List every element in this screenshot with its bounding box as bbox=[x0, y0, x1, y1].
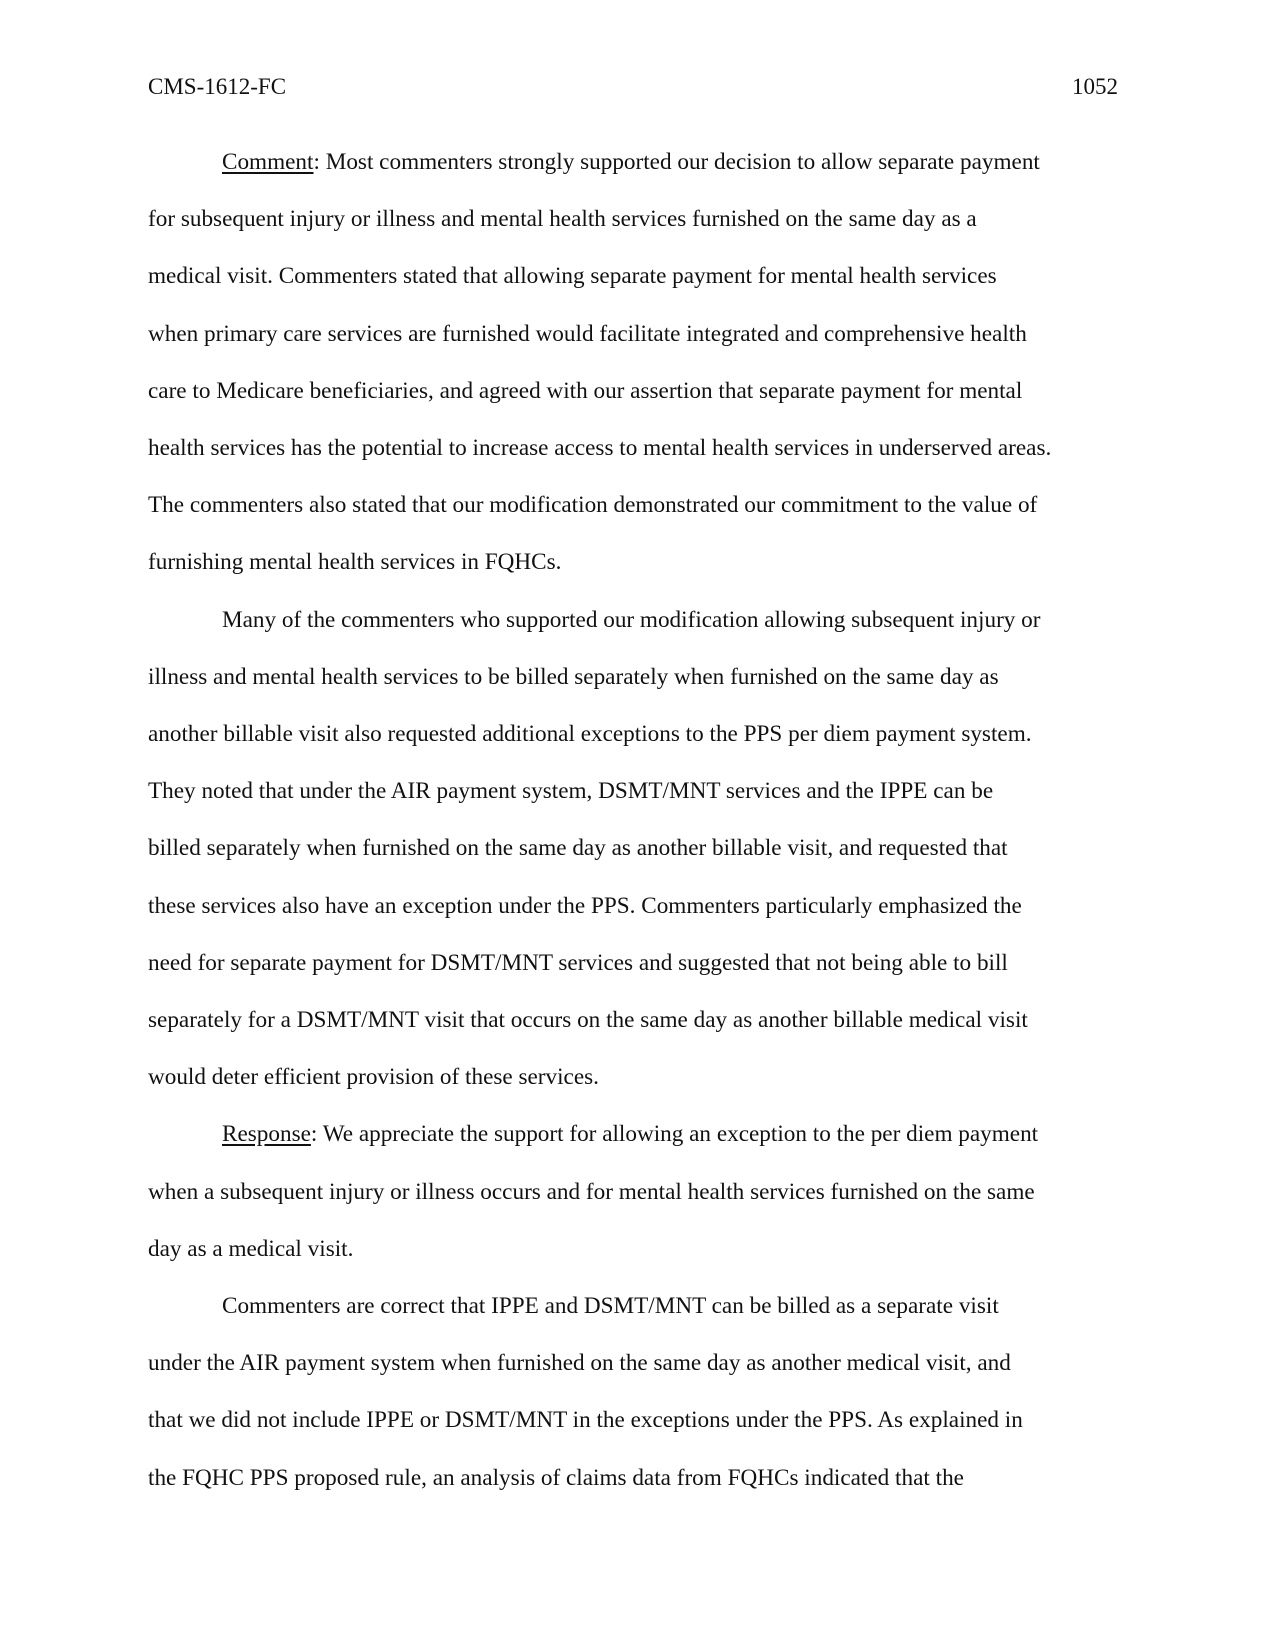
text-line: furnishing mental health services in FQHCs. bbox=[148, 549, 562, 576]
document-body bbox=[148, 134, 1120, 1507]
text-line: under the AIR payment system when furnished on the same day as another medical visit, and bbox=[148, 1350, 1011, 1377]
text-line: the FQHC PPS proposed rule, an analysis of claims data from FQHCs indicated that the bbox=[148, 1464, 964, 1491]
text-line: when primary care services are furnished would facilitate integrated and comprehensive health bbox=[148, 320, 1027, 347]
text-line-content: : Most commenters strongly supported our decision to allow separate payment bbox=[313, 149, 1040, 175]
text-line: care to Medicare beneficiaries, and agreed with our assertion that separate payment for mental bbox=[148, 377, 1023, 404]
text-line: They noted that under the AIR payment system, DSMT/MNT services and the IPPE can be bbox=[148, 778, 994, 805]
text-line: day as a medical visit. bbox=[148, 1235, 354, 1262]
text-line: these services also have an exception under the PPS. Commenters particularly emphasized the bbox=[148, 892, 1022, 919]
text-line: that we did not include IPPE or DSMT/MNT in the exceptions under the PPS. As explained in bbox=[148, 1407, 1023, 1434]
paragraph-response bbox=[148, 1106, 1120, 1278]
text-line: billed separately when furnished on the same day as another billable visit, and requested that bbox=[148, 835, 1008, 862]
text-line: medical visit. Commenters stated that allowing separate payment for mental health services bbox=[148, 263, 997, 290]
text-line: when a subsequent injury or illness occurs and for mental health services furnished on the same bbox=[148, 1178, 1035, 1205]
paragraph-ippe-dsmt bbox=[148, 1278, 1120, 1507]
comment-label: Comment bbox=[222, 149, 314, 175]
text-line: separately for a DSMT/MNT visit that occurs on the same day as another billable medical visit bbox=[148, 1007, 1028, 1034]
text-line: Commenters are correct that IPPE and DSMT/MNT can be billed as a separate visit bbox=[222, 1293, 999, 1320]
page-header bbox=[148, 72, 1118, 102]
text-line: another billable visit also requested additional exceptions to the PPS per diem payment system. bbox=[148, 721, 1032, 748]
text-line: for subsequent injury or illness and mental health services furnished on the same day as a bbox=[148, 206, 977, 233]
document-id: CMS-1612-FC bbox=[148, 74, 287, 99]
page-number: 1052 bbox=[1072, 74, 1118, 99]
paragraph-comment bbox=[148, 134, 1120, 592]
text-line: The commenters also stated that our modification demonstrated our commitment to the value of bbox=[148, 492, 1038, 519]
text-line: health services has the potential to increase access to mental health services in underserved areas. bbox=[148, 435, 1052, 462]
paragraph-additional-exceptions bbox=[148, 592, 1120, 1107]
response-label: Response bbox=[222, 1121, 311, 1148]
text-line: illness and mental health services to be billed separately when furnished on the same day as bbox=[148, 663, 999, 690]
text-line: would deter efficient provision of these services. bbox=[148, 1064, 599, 1091]
text-line bbox=[148, 1106, 1120, 1163]
text-line bbox=[148, 134, 1120, 191]
text-line-content: : We appreciate the support for allowing an exception to the per diem payment bbox=[310, 1121, 1039, 1148]
text-line: Many of the commenters who supported our modification allowing subsequent injury or bbox=[222, 606, 1041, 633]
text-line: need for separate payment for DSMT/MNT services and suggested that not being able to bill bbox=[148, 949, 1008, 976]
